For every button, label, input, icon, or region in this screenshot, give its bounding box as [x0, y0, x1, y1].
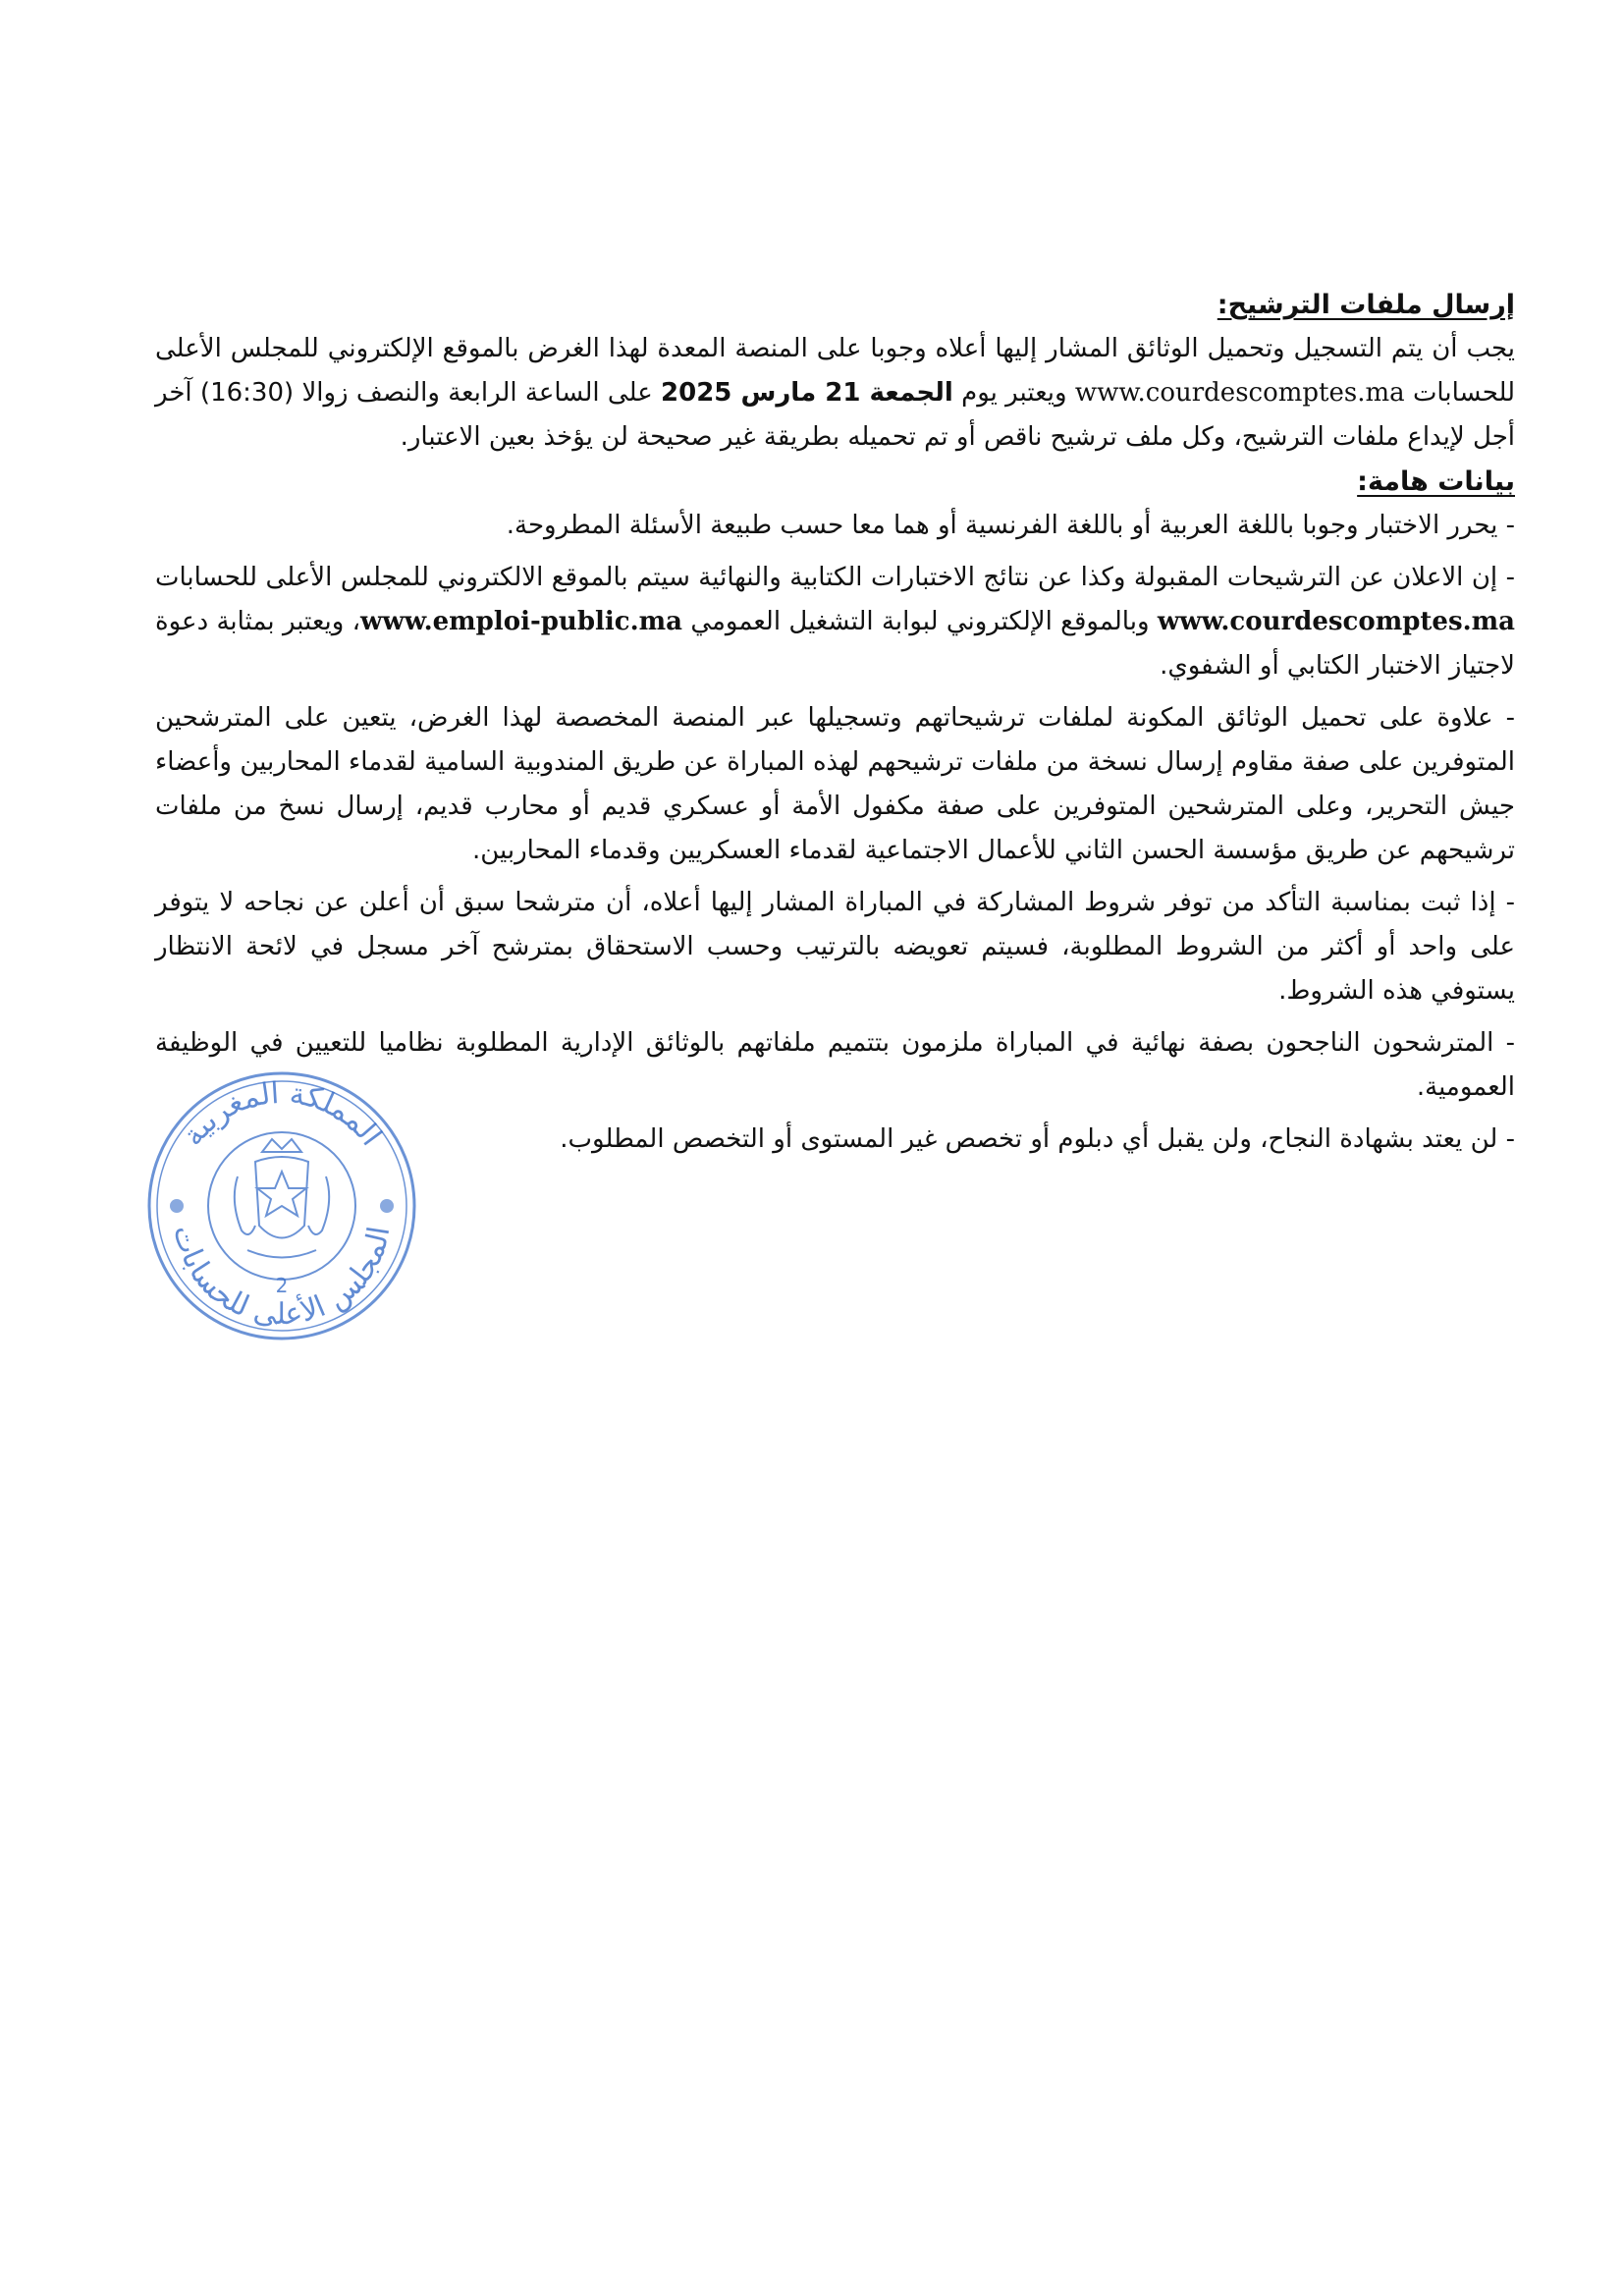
bullet-admin-documents: - المترشحون الناجحون بصفة نهائية في المباراة ملزمون بتتميم ملفاتهم بالوثائق الإدارية المطلوبة نظاميا للتعيين في الوظيفة العمومية. [155, 1028, 1515, 1102]
bullet-announcements-text-a: - إن الاعلان عن الترشيحات المقبولة وكذا عن نتائج الاختبارات الكتابية والنهائية سيتم بالموقع الالكتروني للمجلس الأعلى للحسابات [155, 563, 1515, 592]
bullet-announcements-text-c: ، ويعتبر بمثابة دعوة لاجتياز الاختبار الكتابي أو الشفوي. [155, 607, 1515, 681]
section-heading-submission: إرسال ملفات الترشيح: [1217, 290, 1515, 320]
seal-top-text: المملكة المغربية [176, 1075, 389, 1153]
bullet-announcements-text-b: وبالموقع الإلكتروني لبوابة التشغيل العمومي [682, 607, 1158, 636]
royal-emblem-icon [235, 1139, 329, 1258]
section-heading-important: بيانات هامة: [1357, 466, 1515, 497]
submission-text-b: ويعتبر يوم [952, 378, 1075, 408]
bullet-veterans: - علاوة على تحميل الوثائق المكونة لملفات ترشيحاتهم وتسجيلها عبر المنصة المخصصة لهذا الغرض، يتعين على المترشحين المتوفرين على صفة مقاوم إرسال نسخة من ملفات ترشيحهم لهذه المباراة عن طريق المندوبية السامية لقدماء المحاربين وأعضاء جيش التحرير، وعلى المترشحين المتوفرين على صفة مكفول الأمة أو عسكري قديم أو محارب قديم، إرسال نسخ من ملفات ترشيحهم عن طريق مؤسسة الحسن الثاني للأعمال الاجتماعية لقدماء العسكريين وقدماء المحاربين. [155, 703, 1515, 865]
bullet-announcements [155, 556, 1515, 688]
bullet-diploma: - لن يعتد بشهادة النجاح، ولن يقبل أي دبلوم أو تخصص غير المستوى أو التخصص المطلوب. [560, 1124, 1515, 1154]
submission-text-c: على الساعة الرابعة والنصف زوالا (16:30) آخر أجل لإيداع ملفات الترشيح، وكل ملف ترشيح ناقص أو تم تحميله بطريقة غير صحيحة لن يؤخذ بعين الاعتبار. [155, 378, 1515, 452]
bullet-announcements-url2[interactable]: www.emploi-public.ma [360, 607, 683, 636]
submission-url[interactable]: www.courdescomptes.ma [1074, 378, 1405, 408]
bullet-language: - يحرر الاختبار وجوبا باللغة العربية أو باللغة الفرنسية أو هما معا حسب طبيعة الأسئلة المطروحة. [506, 511, 1515, 540]
seal-bottom-text: المجلس الأعلى للحسابات [166, 1222, 398, 1333]
bullet-announcements-url1[interactable]: www.courdescomptes.ma [1157, 607, 1515, 636]
submission-deadline-date: الجمعة 21 مارس 2025 [661, 378, 953, 408]
document-body [155, 283, 1515, 1170]
bullet-replacement: - إذا ثبت بمناسبة التأكد من توفر شروط المشاركة في المباراة المشار إليها أعلاه، أن مترشحا سبق أن أعلن عن نجاحه لا يتوفر على واحد أو أكثر من الشروط المطلوبة، فسيتم تعويضه بالترتيب وحسب الاستحقاق بمترشح آخر مسجل في لائحة الانتظار يستوفي هذه الشروط. [155, 888, 1515, 1006]
submission-text-a: يجب أن يتم التسجيل وتحميل الوثائق المشار إليها أعلاه وجوبا على المنصة المعدة لهذا الغرض بالموقع الإلكتروني للمجلس الأعلى للحسابات [155, 334, 1516, 408]
seal-number: 2 [275, 1274, 289, 1297]
official-seal [139, 1059, 424, 1343]
submission-paragraph [155, 327, 1515, 460]
